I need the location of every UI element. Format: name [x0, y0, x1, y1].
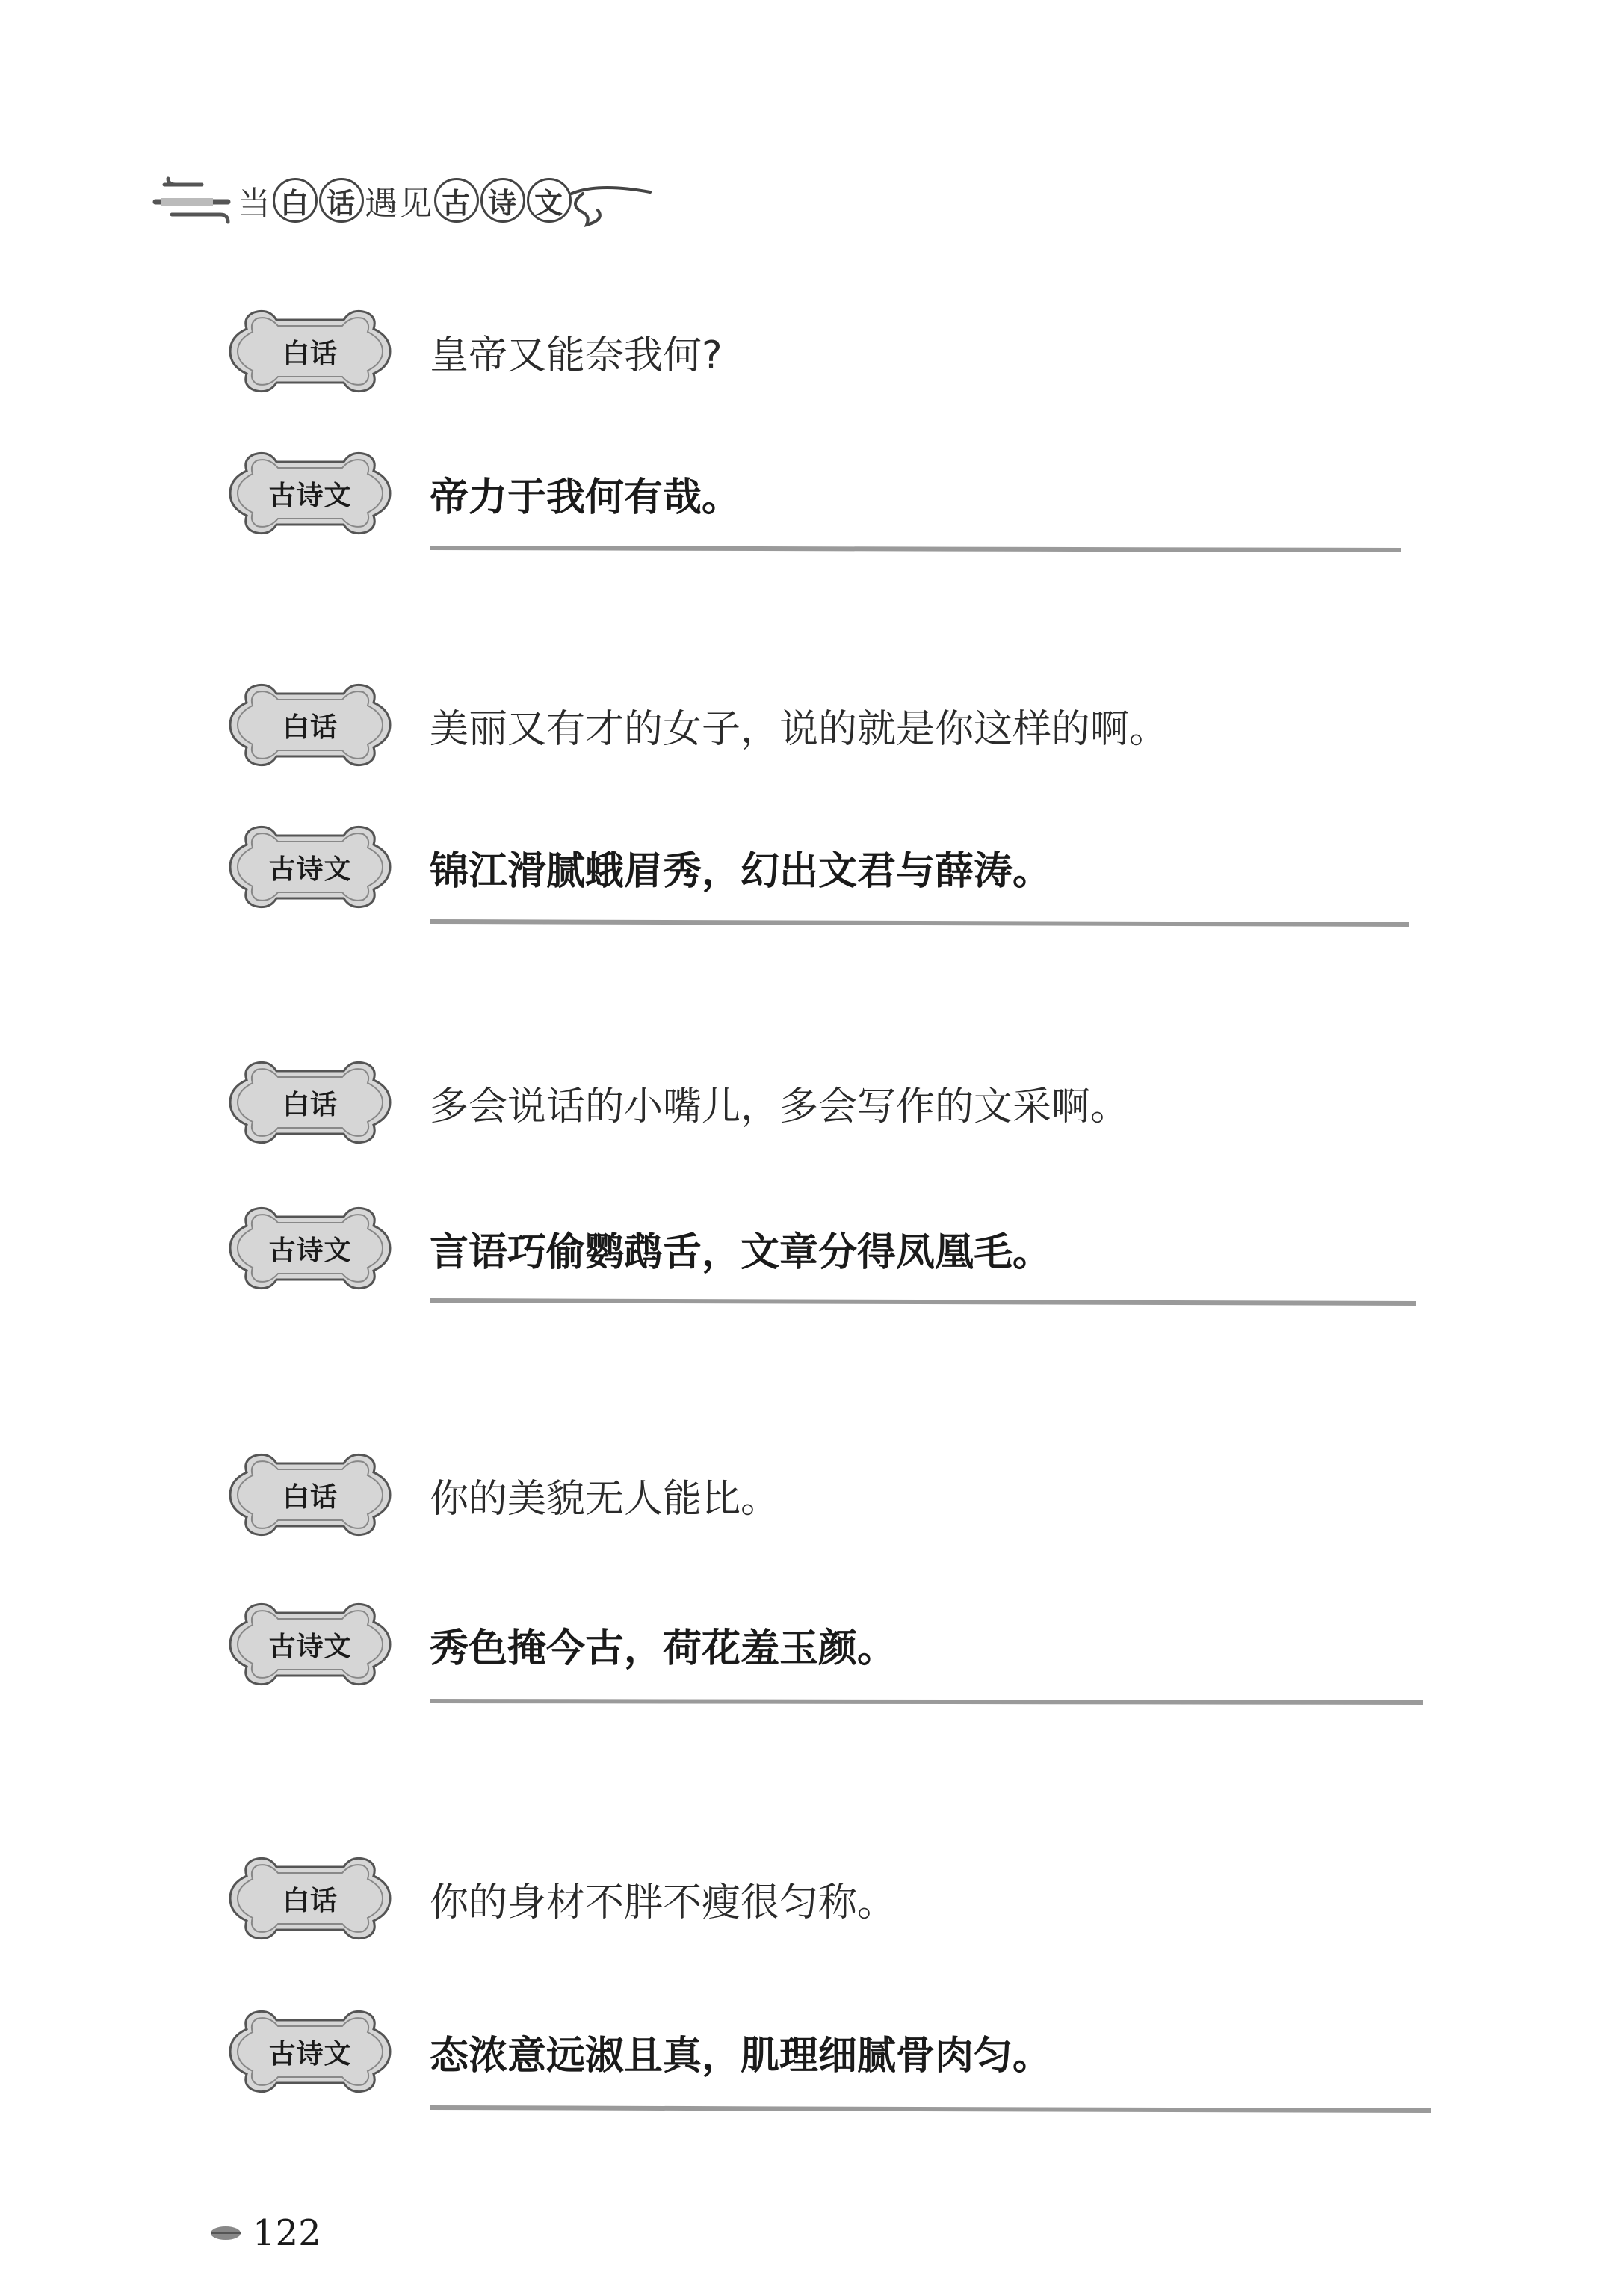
cloud-ornament-icon	[149, 168, 239, 235]
underline-rule	[430, 2104, 1431, 2114]
title-circled-char: 白	[273, 178, 318, 223]
classical-row	[224, 822, 1051, 912]
vernacular-row	[224, 680, 1168, 770]
vernacular-badge	[224, 1450, 396, 1540]
title-circled-char: 文	[527, 178, 572, 223]
title-middle: 遇见	[365, 185, 433, 223]
vernacular-row	[224, 1854, 896, 1943]
running-header	[149, 168, 673, 235]
entry-3	[224, 1058, 1435, 1312]
classical-sentence: 帝力于我何有哉。	[430, 475, 741, 520]
classical-badge	[224, 448, 396, 538]
vernacular-sentence: 多会说话的小嘴儿，多会写作的文采啊。	[430, 1084, 1130, 1129]
classical-badge	[224, 2007, 396, 2096]
badge-label: 白话	[282, 712, 338, 743]
vernacular-row	[224, 1450, 779, 1540]
entry-4	[224, 1450, 1435, 1704]
badge-label: 白话	[282, 338, 338, 369]
classical-sentence: 秀色掩今古，荷花羞玉颜。	[430, 1626, 897, 1671]
swirl-ornament-icon	[568, 179, 658, 231]
underline-rule	[430, 544, 1401, 555]
underline-rule	[430, 918, 1409, 928]
entry-1	[224, 306, 1435, 561]
badge-label: 古诗文	[268, 1235, 352, 1266]
badge-label: 古诗文	[268, 2038, 352, 2070]
page-footer	[209, 2212, 321, 2254]
title-circled-char: 话	[319, 178, 364, 223]
vernacular-badge	[224, 1854, 396, 1943]
classical-sentence: 锦江滑腻蛾眉秀，幻出文君与薛涛。	[430, 848, 1052, 894]
classical-row	[224, 1203, 1051, 1293]
classical-sentence: 言语巧偷鹦鹉舌，文章分得凤凰毛。	[430, 1229, 1052, 1275]
vernacular-sentence: 美丽又有才的女子，说的就是你这样的啊。	[430, 706, 1169, 752]
vernacular-row	[224, 1058, 1129, 1147]
classical-badge	[224, 1203, 396, 1293]
underline-rule	[430, 1297, 1416, 1307]
vernacular-badge	[224, 306, 396, 396]
title-prefix: 当	[238, 185, 272, 223]
title-circled-char: 古	[434, 178, 479, 223]
badge-label: 白话	[282, 1481, 338, 1513]
classical-badge	[224, 1599, 396, 1689]
vernacular-sentence: 皇帝又能奈我何?	[430, 333, 723, 378]
badge-label: 白话	[282, 1885, 338, 1916]
classical-row	[224, 1599, 896, 1689]
badge-label: 古诗文	[268, 480, 352, 511]
classical-sentence: 态浓意远淑且真，肌理细腻骨肉匀。	[430, 2033, 1052, 2079]
classical-badge	[224, 822, 396, 912]
vernacular-row	[224, 306, 723, 396]
leaf-ornament-icon	[209, 2224, 242, 2243]
vernacular-badge	[224, 680, 396, 770]
page-number: 122	[253, 2212, 321, 2254]
vernacular-sentence: 你的身材不胖不瘦很匀称。	[430, 1880, 897, 1925]
classical-row	[224, 2007, 1051, 2096]
badge-label: 白话	[282, 1089, 338, 1120]
entry-2	[224, 680, 1435, 934]
underline-rule	[430, 1697, 1423, 1707]
title-circled-char: 诗	[480, 178, 525, 223]
entry-5	[224, 1854, 1435, 2108]
badge-label: 古诗文	[268, 1631, 352, 1662]
badge-label: 古诗文	[268, 854, 352, 885]
book-title	[238, 174, 572, 226]
vernacular-badge	[224, 1058, 396, 1147]
classical-row	[224, 448, 741, 538]
vernacular-sentence: 你的美貌无人能比。	[430, 1476, 780, 1522]
